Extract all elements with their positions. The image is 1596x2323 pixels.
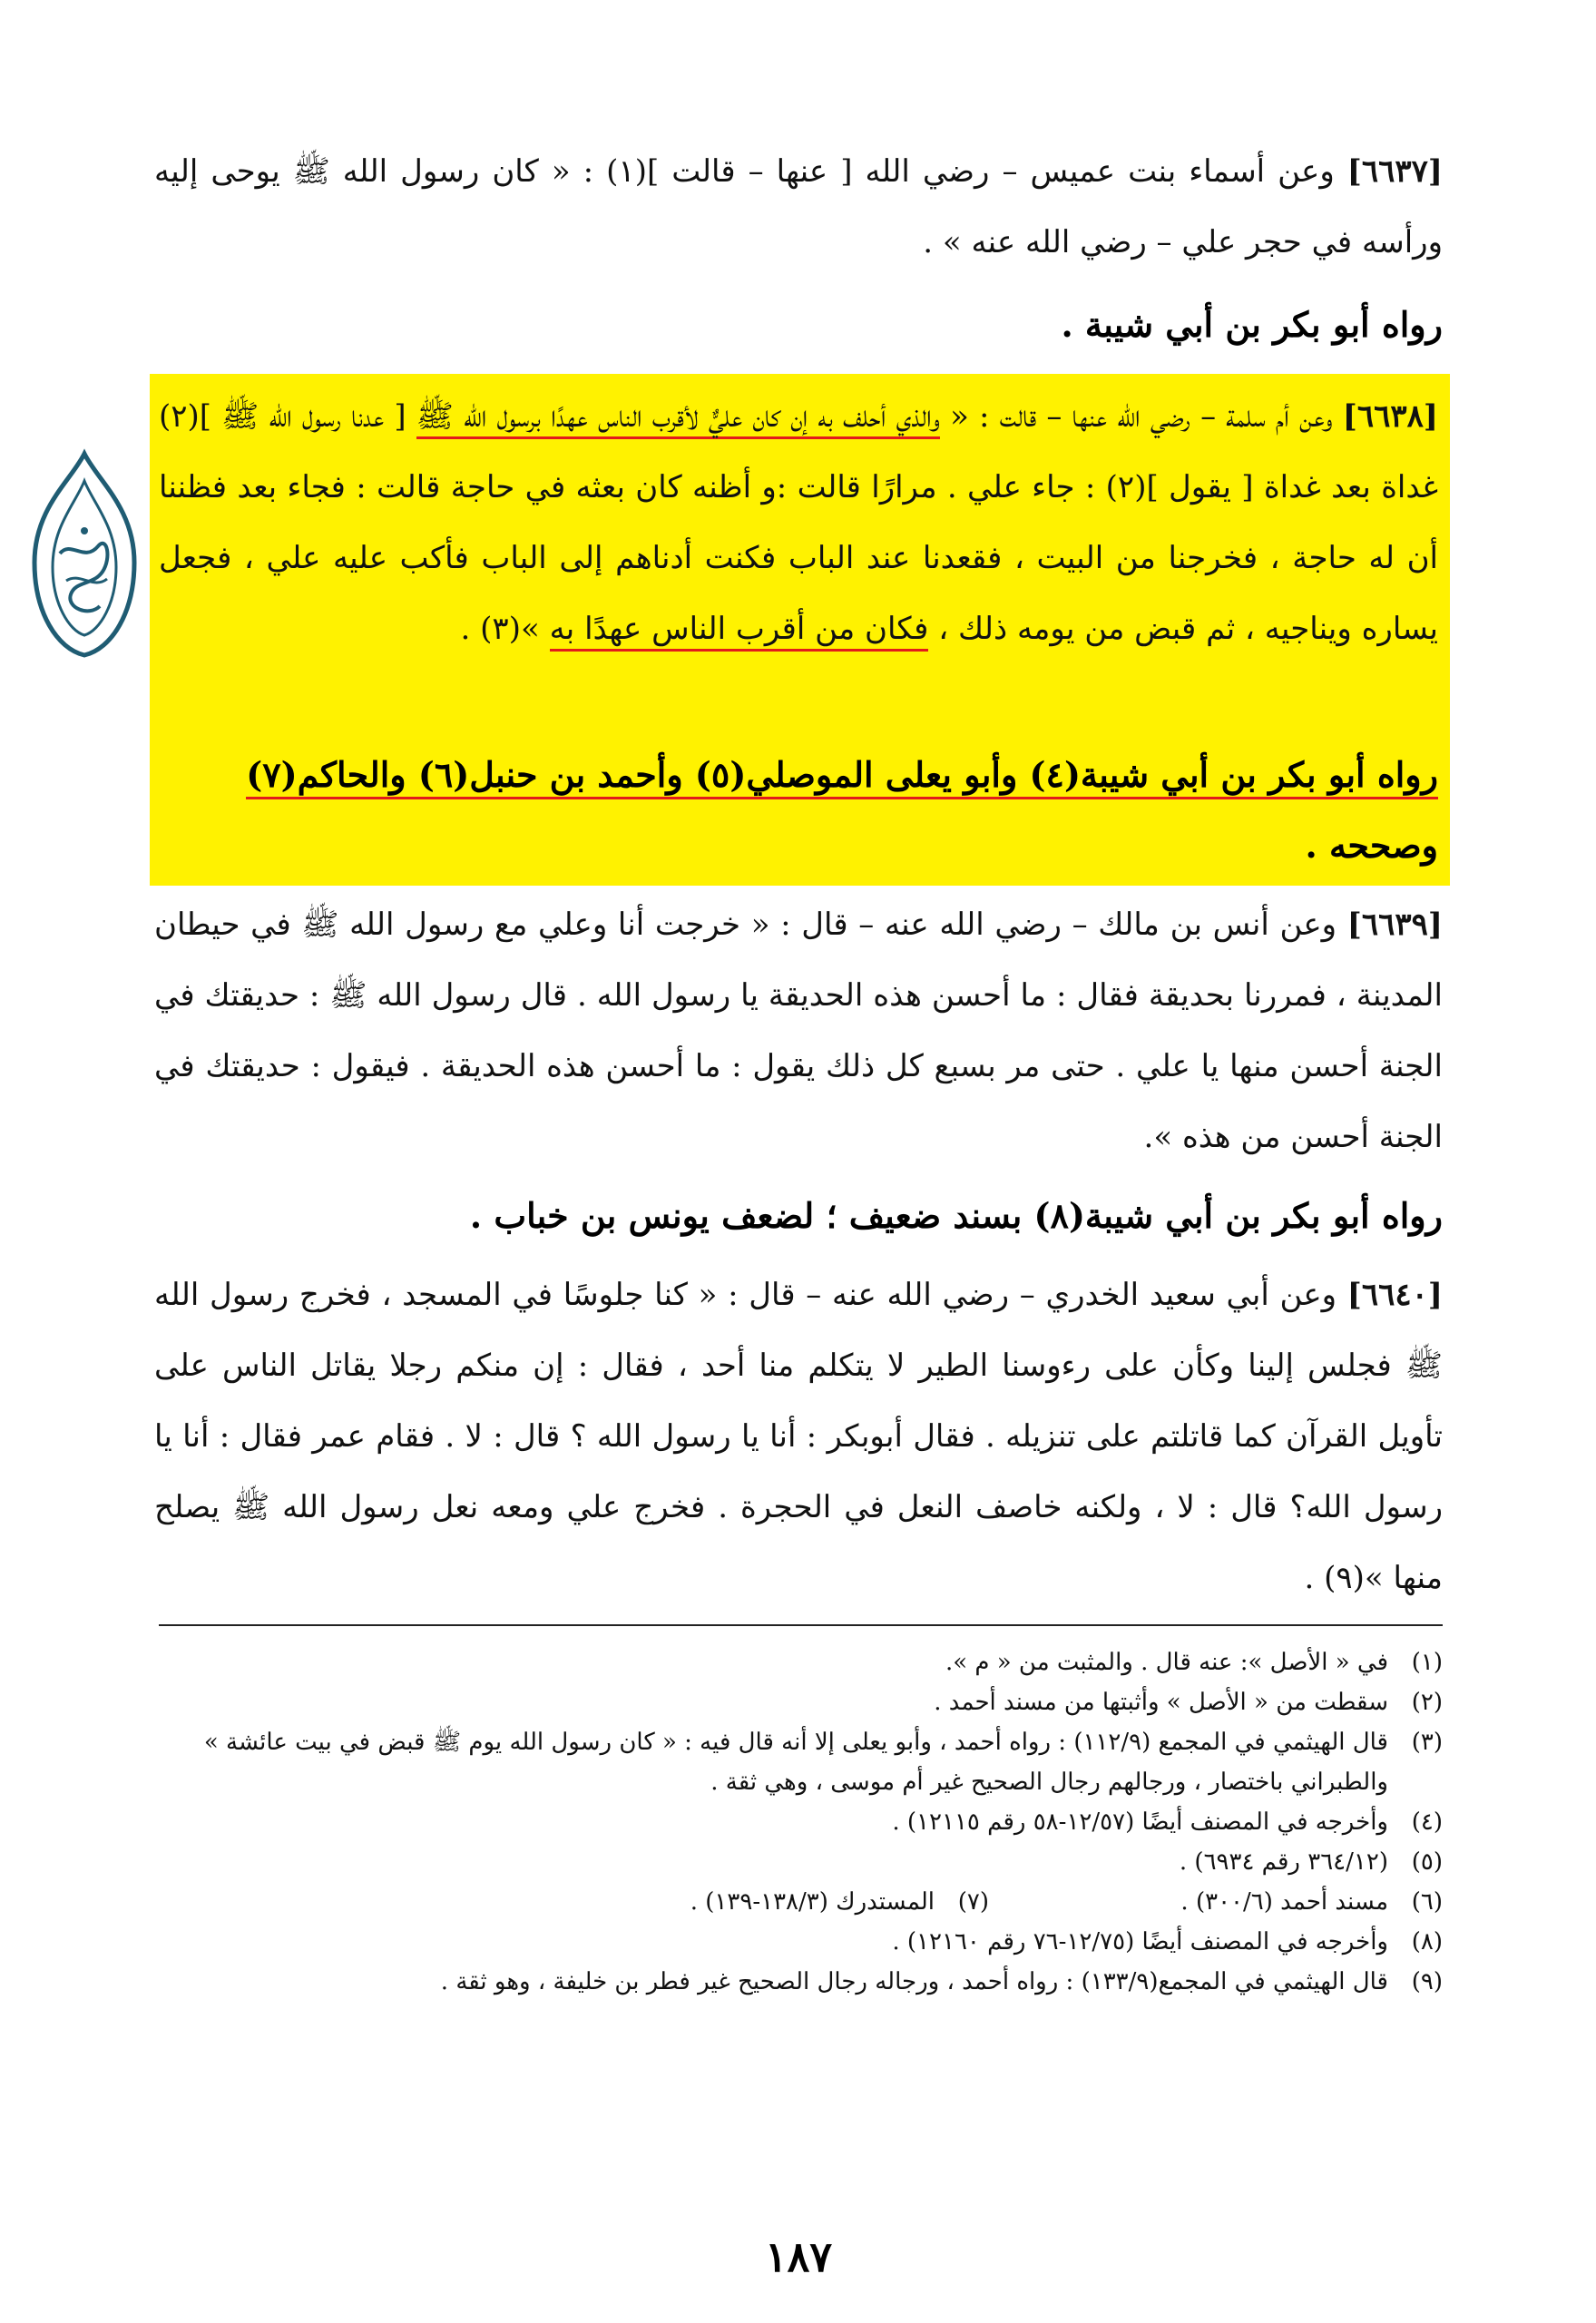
hadith-text: وعن أسماء بنت عميس – رضي الله [ عنها – قالت ](١) : « كان رسول الله ﷺ يوحى إليه ورأسه في حجر علي – رضي الله عنه » . — [154, 153, 1443, 260]
hadith-6637 — [154, 136, 1443, 278]
hadith-6640 — [154, 1260, 1443, 1613]
underlined-attribution: رواه أبو بكر بن أبي شيبة(٤) وأبو يعلى الموصلي(٥) وأحمد بن حنبل(٦) والحاكم(٧) — [246, 754, 1438, 799]
hadith-text: وعن أنس بن مالك – رضي الله عنه – قال : « خرجت أنا وعلي مع رسول الله ﷺ في حيطان المدينة ، فمررنا بحديقة فقال : ما أحسن هذه الحديقة يا رسول الله . قال رسول الله ﷺ : حديقتك في الجنة أحسن منها يا علي . حتى مر بسبع كل ذلك يقول : ما أحسن هذه الحديقة . فيقول : حديقتك في الجنة أحسن من هذه ». — [154, 907, 1443, 1155]
footnote-number: (٥) — [1411, 1848, 1443, 1876]
hadith-6639 — [154, 889, 1443, 1172]
footnote-number: (٧) — [957, 1888, 989, 1916]
footnote-number: (٤) — [1411, 1808, 1443, 1836]
footnote-text: قال الهيثمي في المجمع(١٣٣/٩) : رواه أحمد ، ورجاله رجال الصحيح غير فطر بن خليفة ، وهو ثقة . — [440, 1968, 1388, 1995]
footnote-row-6-7 — [154, 1882, 1443, 1922]
calligraphy-logo — [16, 445, 152, 662]
hadith-number: [٦٦٤٠] — [1346, 1277, 1443, 1313]
footnotes — [154, 1642, 1443, 2002]
footnote-text: مسند أحمد (٣٠٠/٦) . — [1180, 1888, 1388, 1916]
hadith-text-c: [ عدنا رسول الله ﷺ ](٢) غداة بعد غداة [ يقول ](٢) : جاء علي . مرارًا قالت :و أظنه كان بعثه في حاجة قالت : فجاء بعد فظننا أن له حاجة ، فخرجنا من البيت ، فقعدنا عند الباب فكنت أدناهم إلى الباب فأكب عليه علي ، فجعل يساره ويناجيه ، ثم قبض من يومه ذلك ، — [159, 398, 1438, 647]
hadith-number: [٦٦٣٨] — [1342, 398, 1438, 435]
underlined-oath: والذي أحلف به إن كان عليٌّ لأقرب الناس عهدًا برسول الله ﷺ — [416, 398, 940, 439]
hadith-number: [٦٦٣٧] — [1346, 153, 1444, 190]
underlined-closest: فكان من أقرب الناس عهدًا به — [550, 611, 929, 652]
footnote-text: قال الهيثمي في المجمع (١١٢/٩) : رواه أحمد ، وأبو يعلى إلا أنه قال فيه : « كان رسول الله يوم ﷺ قبض في بيت عائشة » والطبراني باختصار ، ورجالهم رجال الصحيح غير أم موسى ، وهي ثقة . — [203, 1729, 1388, 1796]
footnote-divider — [159, 1624, 1443, 1626]
hadith-number: [٦٦٣٩] — [1346, 907, 1443, 943]
hadith-text-e: »(٣) . — [460, 611, 540, 647]
footnote-text: المستدرك (١٣٨/٣-١٣٩) . — [690, 1888, 935, 1916]
footnote — [154, 1682, 1443, 1722]
footnote-text: سقطت من « الأصل » وأثبتها من مسند أحمد . — [934, 1689, 1388, 1716]
attribution-6638 — [159, 740, 1438, 881]
footnote-number: (٦) — [1411, 1888, 1443, 1916]
footnote — [154, 1802, 1443, 1842]
footnote-text: وأخرجه في المصنف أيضًا (١٢/٧٥-٧٦ رقم ١٢١٦٠) . — [892, 1928, 1388, 1955]
footnote-text: في « الأصل »: عنه قال . والمثبت من « م ». — [945, 1649, 1388, 1676]
attribution-6639: رواه أبو بكر بن أبي شيبة(٨) بسند ضعيف ؛ لضعف يونس بن خباب . — [469, 1195, 1443, 1236]
footnote — [154, 1842, 1443, 1882]
footnote-text: وأخرجه في المصنف أيضًا (١٢/٥٧-٥٨ رقم ١٢١١٥) . — [892, 1808, 1388, 1836]
footnote-text: (٣٦٤/١٢ رقم ٦٩٣٤) . — [1179, 1848, 1388, 1876]
footnote — [154, 1962, 1443, 2002]
footnote-number: (٣) — [1411, 1729, 1443, 1756]
footnote — [154, 1922, 1443, 1962]
footnote-number: (٨) — [1411, 1928, 1443, 1955]
footnote — [154, 1722, 1443, 1802]
footnote-number: (٢) — [1411, 1689, 1443, 1716]
attribution-6637: رواه أبو بكر بن أبي شيبة . — [1061, 304, 1443, 345]
hadith-6638 — [159, 381, 1438, 664]
footnote-number: (١) — [1411, 1649, 1443, 1676]
hadith-text: وعن أبي سعيد الخدري – رضي الله عنه – قال : « كنا جلوسًا في المسجد ، فخرج رسول الله ﷺ فجلس إلينا وكأن على رءوسنا الطير لا يتكلم منا أحد ، فقال : إن منكم رجلا يقاتل الناس على تأويل القرآن كما قاتلتم على تنزيله . فقال أبوبكر : أنا يا رسول الله ؟ قال : لا . فقام عمر فقال : أنا يا رسول الله؟ قال : لا ، ولكنه خاصف النعل في الحجرة . فخرج علي ومعه نعل رسول الله ﷺ يصلح منها »(٩) . — [154, 1277, 1443, 1596]
footnote — [154, 1642, 1443, 1682]
attribution-tail: وصححه . — [1305, 825, 1438, 866]
footnote — [535, 1882, 989, 1922]
footnote-number: (٩) — [1411, 1968, 1443, 1995]
hadith-text-a: وعن أم سلمة – رضي الله عنها – قالت : « — [950, 398, 1333, 435]
page-number: ١٨٧ — [764, 2232, 833, 2281]
footnote — [989, 1882, 1443, 1922]
